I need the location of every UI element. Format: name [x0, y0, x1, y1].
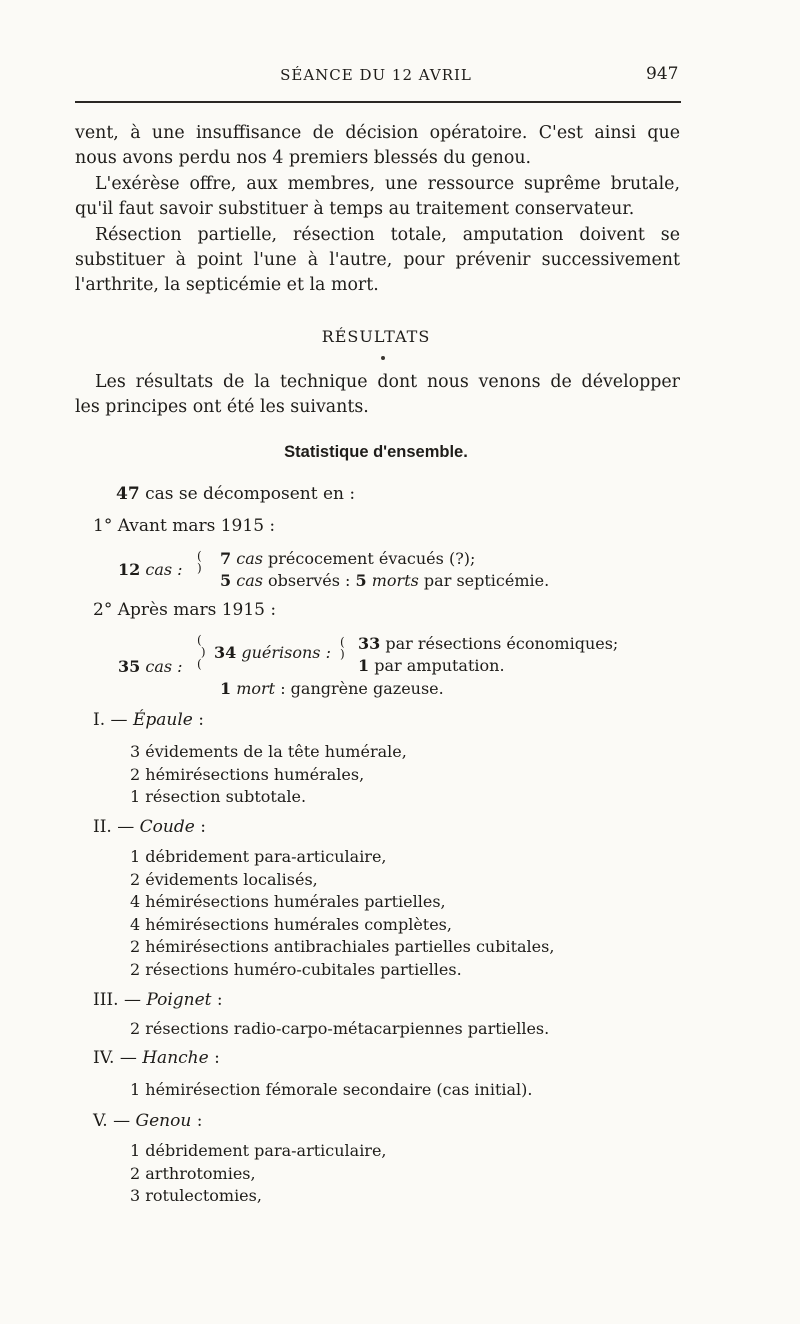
- total-cases: 47 cas se décomposent en :: [116, 484, 356, 504]
- page-number: 947: [646, 64, 679, 84]
- list-item: 3 rotulectomies,: [130, 1186, 262, 1205]
- section-epaule-list: [130, 741, 407, 809]
- text-line: les principes ont été les suivants.: [75, 397, 369, 418]
- before-heading: 1° Avant mars 1915 :: [93, 516, 276, 536]
- list-item: 2 hémirésections antibrachiales partielles cubitales,: [130, 937, 555, 956]
- results-heading: RÉSULTATS: [321, 327, 431, 346]
- list-item: 1 résection subtotale.: [130, 787, 307, 806]
- section-poignet-heading: III. — Poignet :: [93, 990, 223, 1010]
- text-line: Les résultats de la technique dont nous venons de développer: [95, 372, 680, 392]
- text-line: nous avons perdu nos 4 premiers blessés du genou.: [75, 148, 532, 169]
- section-poignet-list: [130, 1018, 549, 1041]
- section-epaule-heading: I. — Épaule :: [93, 710, 204, 730]
- after-heading: 2° Après mars 1915 :: [93, 600, 277, 620]
- list-item: 1 débridement para-articulaire,: [130, 1141, 387, 1160]
- separator-dot: [381, 356, 385, 360]
- results-paragraph: [75, 370, 680, 421]
- list-item: 2 hémirésections humérales,: [130, 764, 365, 784]
- section-hanche-list: [130, 1079, 533, 1102]
- text-line: substituer à point l'une à l'autre, pour prévenir successivement: [75, 250, 680, 271]
- list-item: 1 débridement para-articulaire,: [130, 847, 387, 866]
- list-item: 4 hémirésections humérales partielles,: [130, 892, 446, 911]
- after-sub-1: 33 par résections économiques;: [358, 634, 619, 653]
- statistics-heading: Statistique d'ensemble.: [284, 443, 468, 461]
- list-item: 1 hémirésection fémorale secondaire (cas initial).: [130, 1080, 533, 1099]
- brace: ( ): [197, 549, 202, 575]
- list-item: 2 évidements localisés,: [130, 869, 318, 889]
- header-rule: [75, 101, 681, 103]
- list-item: 4 hémirésections humérales complètes,: [130, 914, 452, 934]
- running-header: SÉANCE DU 12 AVRIL: [280, 66, 472, 84]
- section-hanche-heading: IV. — Hanche :: [93, 1048, 220, 1068]
- list-item: 3 évidements de la tête humérale,: [130, 742, 407, 761]
- after-mort: 1 mort : gangrène gazeuse.: [220, 679, 444, 698]
- section-coude-heading: II. — Coude :: [93, 817, 206, 837]
- brace: ( ) (: [197, 633, 206, 671]
- before-line-1: 7 cas précocement évacués (?);: [220, 549, 476, 568]
- after-sub-2: 1 par amputation.: [358, 656, 505, 675]
- section-genou-heading: V. — Genou :: [93, 1111, 203, 1131]
- before-group-label: 12 cas :: [118, 560, 183, 579]
- section-genou-list: [130, 1140, 387, 1208]
- before-line-2: 5 cas observés : 5 morts par septicémie.: [220, 571, 550, 590]
- brace: ( ): [340, 635, 345, 661]
- after-group-label: 35 cas :: [118, 657, 183, 676]
- text-line: qu'il faut savoir substituer à temps au traitement conservateur.: [75, 199, 635, 220]
- list-item: 2 résections huméro-cubitales partielles.: [130, 959, 462, 979]
- list-item: 2 résections radio-carpo-métacarpiennes partielles.: [130, 1019, 550, 1038]
- after-guerisons: 34 guérisons :: [214, 643, 331, 662]
- list-item: 2 arthrotomies,: [130, 1163, 256, 1183]
- text-line: l'arthrite, la septicémie et la mort.: [75, 275, 379, 296]
- text-line: vent, à une insuffisance de décision opératoire. C'est ainsi que: [75, 123, 680, 143]
- intro-paragraph: [75, 121, 680, 299]
- text-line: Résection partielle, résection totale, amputation doivent se: [95, 224, 680, 245]
- text-line: L'exérèse offre, aux membres, une ressource suprême brutale,: [95, 173, 680, 194]
- section-coude-list: [130, 846, 554, 981]
